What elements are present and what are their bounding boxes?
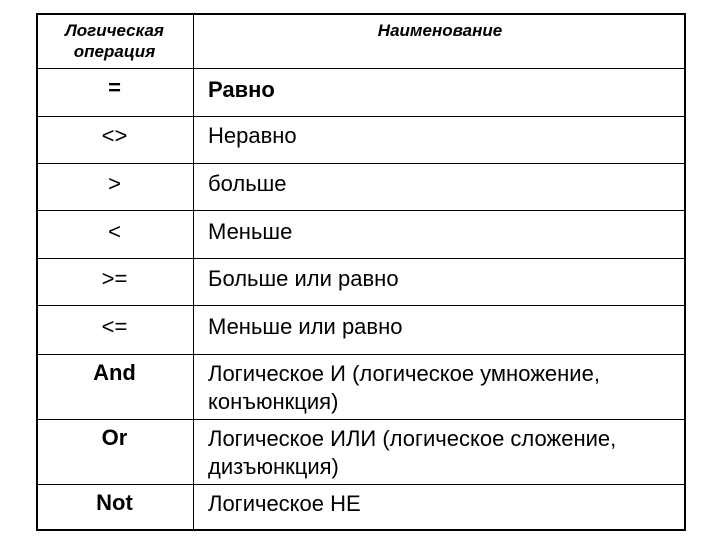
operation-name-cell: Логическое НЕ xyxy=(208,491,361,516)
operator-cell: And xyxy=(93,360,136,385)
operation-name-cell: Логическое И (логическое умножение, xyxy=(208,361,600,386)
operation-name-cell: Логическое ИЛИ (логическое сложение, xyxy=(208,426,617,451)
operator-cell: <> xyxy=(101,123,128,148)
row-divider xyxy=(36,116,686,117)
row-divider xyxy=(36,484,686,485)
column-divider xyxy=(193,13,194,531)
operator-cell: = xyxy=(108,75,121,100)
operation-name-cell: Неравно xyxy=(208,123,297,148)
operation-name-cell-continued: конъюнкция) xyxy=(208,389,339,414)
row-divider xyxy=(36,419,686,420)
operator-cell: Or xyxy=(101,425,128,450)
operation-name-cell-continued: дизъюнкция) xyxy=(208,454,339,479)
header-operation: Логическая операция xyxy=(65,21,164,61)
header-name: Наименование xyxy=(377,21,503,40)
operator-cell: >= xyxy=(101,266,128,291)
operation-name-cell: Больше или равно xyxy=(208,266,399,291)
operation-name-cell: Меньше или равно xyxy=(208,314,403,339)
operation-name-cell: Равно xyxy=(208,77,275,102)
operator-cell: < xyxy=(108,219,121,244)
operator-cell: Not xyxy=(96,490,133,515)
row-divider xyxy=(36,354,686,355)
operator-cell: <= xyxy=(101,314,128,339)
operation-name-cell: Меньше xyxy=(208,219,293,244)
row-divider xyxy=(36,68,686,69)
operation-name-cell: больше xyxy=(208,171,287,196)
row-divider xyxy=(36,163,686,164)
operator-cell: > xyxy=(108,171,121,196)
row-divider xyxy=(36,258,686,259)
row-divider xyxy=(36,210,686,211)
row-divider xyxy=(36,305,686,306)
